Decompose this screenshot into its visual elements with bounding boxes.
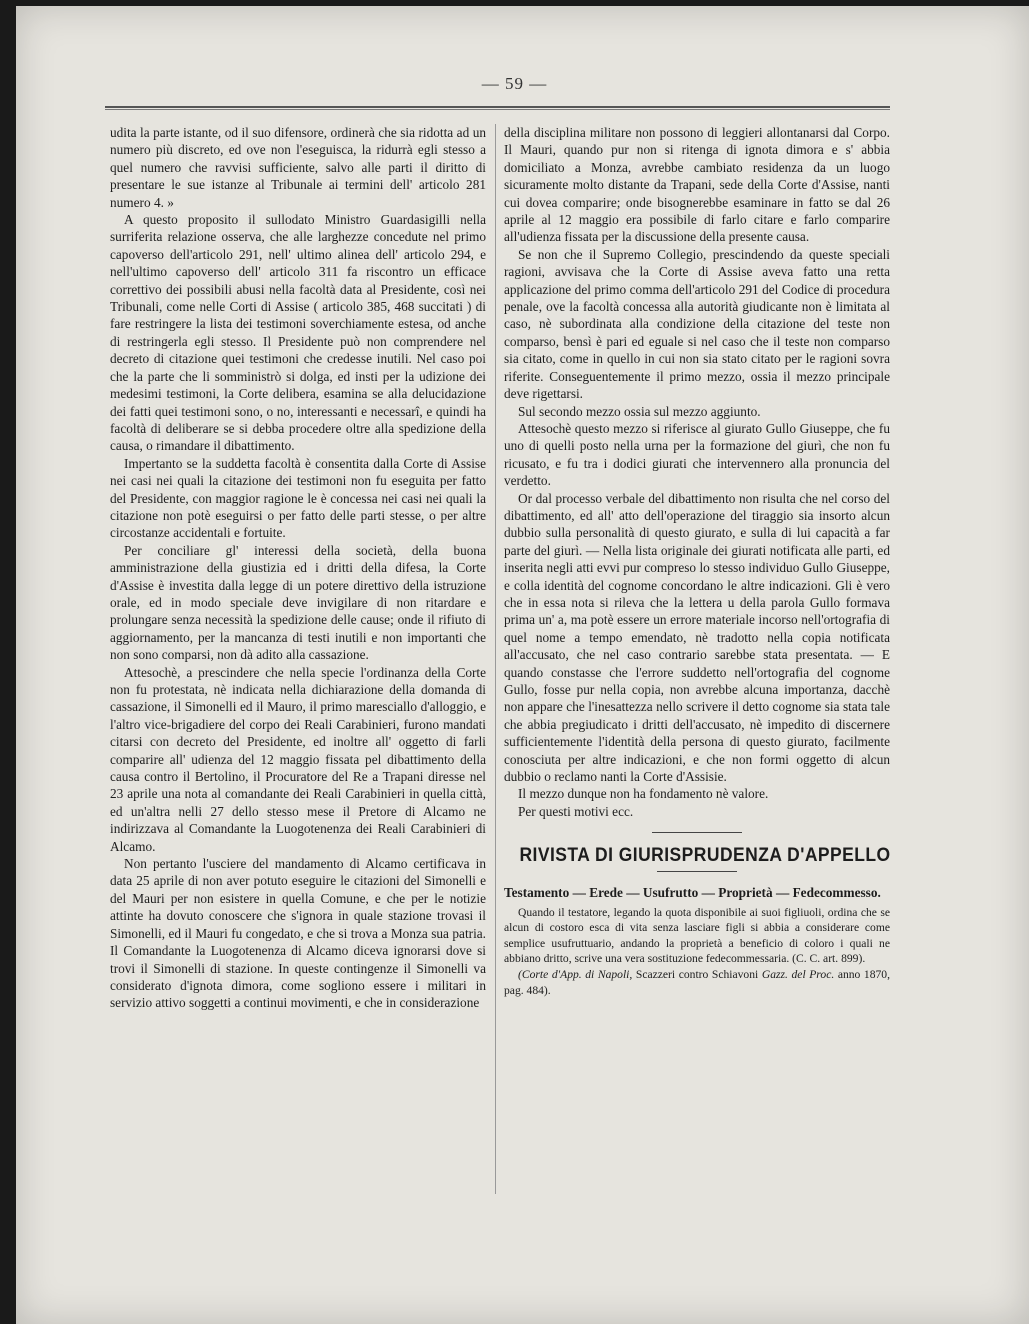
paragraph: Se non che il Supremo Collegio, prescindendo da queste speciali ragioni, avvisava che la Corte di Assise aveva fatto una retta applicazione del primo comma dell'articolo 291 del Codice di procedura penale, ove la facoltà concessa alla autorità giudicante non è limitata al caso, nè subordinata alla condizione della citazione del teste non comparso, bensì è pari ed eguale si nel caso che il teste non comparso sia citato, come in quello in cui non sia stato citato per le ragioni sovra riferite. Conseguentemente il primo mezzo, ossia il mezzo principale deve rigettarsi. xyxy=(504,246,890,402)
left-column xyxy=(110,124,486,1012)
section-rule-bottom xyxy=(657,871,737,872)
case-citation xyxy=(504,967,890,998)
paragraph: Or dal processo verbale del dibattimento non risulta che nel corso del dibattimento, ed all' atto dell'operazione del tiraggio sia insorto alcun dubbio sulla personalità di questo giurato, e sulla di lui capacità a far parte del giurì. — Nella lista originale dei giurati notificata alle parti, ed inserita negli atti evvi pur compreso lo stesso individuo Gullo Giuseppe, e colla identità del cognome concordano le altre indicazioni. Gli è vero che in essa nota si rileva che la lettera u della parola Gullo formava prima un' a, ma potè essere un errore materiale incorso nell'ortografia di quel nome a tempo emendato, nè tradotto nella copia notificata all'accusato, che nel caso contrario sarebbe stata presentata. — E quando constasse che l'errore suddetto nell'ortografia del cognome Gullo, fosse pur nella copia, non avrebbe alcuna importanza, dacchè non appare che l'inesattezza nello scrivere il detto cognome sia stata tale che abbia pregiudicato i dritti dell'accusato, nè impedito di discernere sufficientemente l'identità della persona di questo giurato, facilmente conosciuta per altre indicazioni, e che non formi oggetto di alcun dubbio o reclamo nanti la Corte d'Assisie. xyxy=(504,490,890,785)
case-summary: Quando il testatore, legando la quota disponibile ai suoi figliuoli, ordina che se alcun di costoro esca di vita senza lasciare figli si abbia a considerare come semplice usufruttuario, andando la proprietà a beneficio di coloro i quali ne abbiano dritto, scrive una vera sostituzione fedecommessaria. (C. C. art. 899). xyxy=(504,905,890,966)
paragraph: Non pertanto l'usciere del mandamento di Alcamo certificava in data 25 aprile di non aver potuto eseguire le citazioni del Simonelli e del Mauri per non esistere in quella Comune, e che per le notizie attinte ha dovuto conoscere che s'ignora in quale stazione trovasi il Simonelli, ed il Mauri fu congedato, e che si trova a Monza sua patria. Il Comandante la Luogotenenza di Alcamo diceva ignorarsi dove si trovi il Simonelli di stazione. In queste contingenze il Simonelli va considerato d'ignota dimora, come sogliono essere i militari in servizio attivo soggetti a continui movimenti, e che in considerazione xyxy=(110,856,486,1011)
right-column xyxy=(504,124,890,998)
paragraph: Per questi motivi ecc. xyxy=(518,803,634,819)
paragraph: Impertanto se la suddetta facoltà è consentita dalla Corte di Assise nei casi nei quali la citazione dei testimoni non fu eseguita per fatto del Presidente, con maggior ragione le è concessa nei casi nei quali la citazione non potè eseguirsi o per fatto delle parti stesse, o per altre circostanze accidentali e fortuite. xyxy=(110,455,486,541)
citation-court: (Corte d'App. di Napoli, xyxy=(518,968,633,982)
paragraph: Attesochè questo mezzo si riferisce al giurato Gullo Giuseppe, che fu uno di quelli posto nella urna per la formazione del giurì, che non fu ricusato, e fu tra i dodici giurati che intervennero alla pronuncia del verdetto. xyxy=(504,420,890,489)
paragraph: della disciplina militare non possono di leggieri allontanarsi dal Corpo. Il Mauri, quando pur non si ritenga di ignota dimora e s' abbia domiciliato a Monza, avrebbe cambiato residenza da un luogo sicuramente molto distante da Trapani, sede della Corte d'Assise, nanti cui dovea comparire; onde bisognerebbe esaminare in fatto se dal 26 aprile al 12 maggio era possibile di farlo citare e farlo comparire all'udienza fissata per la discussione della presente causa. xyxy=(504,125,890,245)
section-rule-top xyxy=(652,832,742,833)
citation-parties: Scazzeri contro Schiavoni xyxy=(635,968,759,982)
column-divider xyxy=(495,124,496,1194)
paragraph: Il mezzo dunque non ha fondamento nè valore. xyxy=(518,786,769,802)
header-rule xyxy=(105,106,890,110)
citation-year-page: anno 1870, pag. 484). xyxy=(504,968,890,997)
section-title: RIVISTA DI GIURISPRUDENZA D'APPELLO xyxy=(519,845,891,867)
page-number: — 59 — xyxy=(481,74,548,93)
paragraph: Attesochè, a prescindere che nella specie l'ordinanza della Corte non fu protestata, nè indicata nella dichiarazione della domanda di cassazione, il Simonelli ed il Mauro, il primo maresciallo d'alloggio, e l'altro vice-brigadiere del corpo dei Reali Carabinieri, furono mandati citarsi con decreto del Presidente, ed inoltre all' oggetto di farli comparire all' udienza del 12 maggio fissata pel dibattimento della causa contro il Bertolino, il Procuratore del Re a Trapani diresse nel 23 aprile una nota al comandante dei Reali Carabinieri in quella città, ed un'altra nelli 27 dello stesso mese il Pretore di Alcamo ne indirizzava al Comandante la Luogotenenza dei Reali Carabinieri di Alcamo. xyxy=(110,664,486,854)
paragraph: Per conciliare gl' interessi della società, della buona amministrazione della giustizia ed i dritti della difesa, la Corte d'Assise è investita dalla legge di un potere direttivo della istruzione orale, ed in modo speciale deve invigilare di non ritardare e prolungare senza necessità la spedizione delle cause; onde il rifiuto di aggiornamento, per la mancanza di testi inutili e non importanti che non sono comparsi, non dà adito alla cassazione. xyxy=(110,542,486,663)
citation-journal: Gazz. del Proc. xyxy=(761,968,835,982)
case-heading: Testamento — Erede — Usufrutto — Proprietà — Fedecommesso. xyxy=(504,884,881,900)
paragraph: Sul secondo mezzo ossia sul mezzo aggiunto. xyxy=(518,403,761,419)
paragraph: udita la parte istante, od il suo difensore, ordinerà che sia ridotta ad un numero più discreto, ed ove non l'eseguisca, la ridurrà egli stesso a quel numero che ravvisi sufficiente, salvo alle parti il diritto di presentare le sue istanze al Tribunale ai termini dell' articolo 281 numero 4. » xyxy=(110,125,486,210)
paragraph: A questo proposito il sullodato Ministro Guardasigilli nella surriferita relazione osserva, che alle larghezze concedute nel primo capoverso dell'articolo 291, nell' ultimo alinea dell' articolo 294, e nell'ultimo capoverso dell' articolo 311 fa riscontro un efficace correttivo dei possibili abusi nella facoltà data al Presidente, così nei Tribunali, come nelle Corti di Assise ( articolo 385, 468 succitati ) di fare restringere la lista dei testimoni soverchiamente estesa, od anche di restringerla egli stesso. Il Presidente può non comprendere nel decreto di citazione quei testimoni che credesse inutili. Nel caso poi che la parte che li somministrò si dolga, ed insti per la udizione dei medesimi testimoni, la Corte delibera, esamina se alla delucidazione dei fatti quei testimoni sono, o no, interessanti e necessarî, e quindi ha facoltà di deliberare se si debba procedere oltre alla spedizione della causa, o rimandare il dibattimento. xyxy=(110,212,486,454)
